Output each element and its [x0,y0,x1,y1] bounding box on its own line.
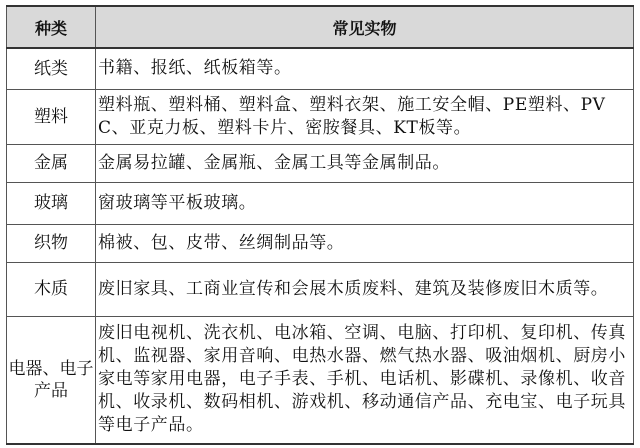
row-items: 金属易拉罐、金属瓶、金属工具等金属制品。 [96,144,634,182]
row-type: 木质 [7,262,96,316]
header-items: 常见实物 [96,6,634,48]
table-row [7,48,634,89]
row-type: 塑料 [7,89,96,144]
row-items: 废旧电视机、洗衣机、电冰箱、空调、电脑、打印机、复印机、传真机、监视器、家用音响、电热水器、燃气热水器、吸油烟机、厨房小家电等家用电器，电子手表、手机、电话机、影碟机、录像机、收音机、收录机、数码相机、游戏机、移动通信产品、充电宝、电子玩具等电子产品。 [96,316,634,444]
row-items: 窗玻璃等平板玻璃。 [96,182,634,224]
header-row [7,6,634,48]
row-type: 织物 [7,224,96,262]
row-items: 书籍、报纸、纸板箱等。 [96,48,634,89]
row-type: 玻璃 [7,182,96,224]
row-type: 金属 [7,144,96,182]
table-row [7,182,634,224]
row-items: 棉被、包、皮带、丝绸制品等。 [96,224,634,262]
table-row [7,89,634,144]
table-row [7,316,634,444]
header-type: 种类 [7,6,96,48]
row-type: 纸类 [7,48,96,89]
table-row [7,262,634,316]
recyclables-table [6,5,634,445]
table-row [7,224,634,262]
row-type: 电器、电子产品 [7,316,96,444]
row-items: 塑料瓶、塑料桶、塑料盒、塑料衣架、施工安全帽、PE塑料、PVC、亚克力板、塑料卡片、密胺餐具、KT板等。 [96,89,634,144]
table-row [7,144,634,182]
row-items: 废旧家具、工商业宣传和会展木质废料、建筑及装修废旧木质等。 [96,262,634,316]
